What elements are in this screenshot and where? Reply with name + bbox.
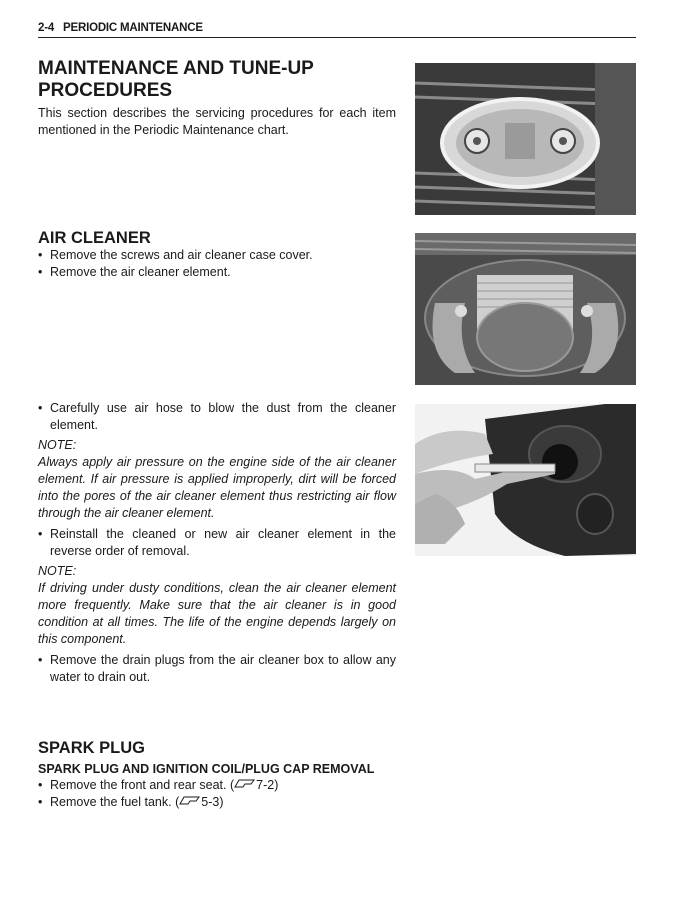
air-cleaner-step-3: • Carefully use air hose to blow the dust from the cleaner element. bbox=[38, 400, 396, 434]
note-label-2: NOTE: bbox=[38, 564, 77, 578]
spark-plug-subtitle: SPARK PLUG AND IGNITION COIL/PLUG CAP REMOVAL bbox=[38, 762, 375, 776]
intro-text: This section describes the servicing procedures for each item mentioned in the Periodic Maintenance chart. bbox=[38, 106, 396, 137]
note-2: If driving under dusty conditions, clean the air cleaner element more frequently. Make sure that the air cleaner is in good condition at all times. The life of the engine depends largely on this component. bbox=[38, 581, 396, 646]
page-header bbox=[38, 20, 636, 38]
spark-plug-step-2: • Remove the fuel tank. ( 5-3) bbox=[38, 794, 396, 811]
reference-icon bbox=[234, 777, 256, 794]
spark-plug-step-2-text: Remove the fuel tank. bbox=[50, 795, 172, 809]
air-cleaner-title: AIR CLEANER bbox=[38, 229, 151, 247]
spark-plug-step-1-ref: 7-2 bbox=[256, 778, 275, 792]
air-cleaner-element-photo bbox=[415, 233, 636, 385]
note-1: Always apply air pressure on the engine side of the air cleaner element. If air pressure is applied improperly, dirt will be forced into the pores of the air cleaner element thus restricting air flow through the air cleaner element. bbox=[38, 455, 396, 520]
air-cleaner-step-5: • Remove the drain plugs from the air cleaner box to allow any water to drain out. bbox=[38, 652, 396, 686]
main-title-line1: MAINTENANCE AND TUNE-UP bbox=[38, 58, 314, 79]
air-cleaner-step-1: • Remove the screws and air cleaner case cover. bbox=[38, 247, 396, 264]
spark-plug-step-1-text: Remove the front and rear seat. bbox=[50, 778, 227, 792]
spark-plug-title: SPARK PLUG bbox=[38, 739, 145, 757]
air-hose-photo bbox=[415, 404, 636, 556]
section-name: PERIODIC MAINTENANCE bbox=[63, 22, 203, 34]
note-label-1: NOTE: bbox=[38, 438, 77, 452]
air-cleaner-step-4: • Reinstall the cleaned or new air cleaner element in the reverse order of removal. bbox=[38, 526, 396, 560]
page-number: 2-4 bbox=[38, 22, 55, 34]
spark-plug-step-2-ref: 5-3 bbox=[201, 795, 220, 809]
air-cleaner-step-2: • Remove the air cleaner element. bbox=[38, 264, 396, 281]
engine-cover-photo bbox=[415, 63, 636, 215]
reference-icon bbox=[179, 794, 201, 811]
main-title-line2: PROCEDURES bbox=[38, 80, 173, 101]
spark-plug-step-1: • Remove the front and rear seat. ( 7-2) bbox=[38, 777, 396, 794]
